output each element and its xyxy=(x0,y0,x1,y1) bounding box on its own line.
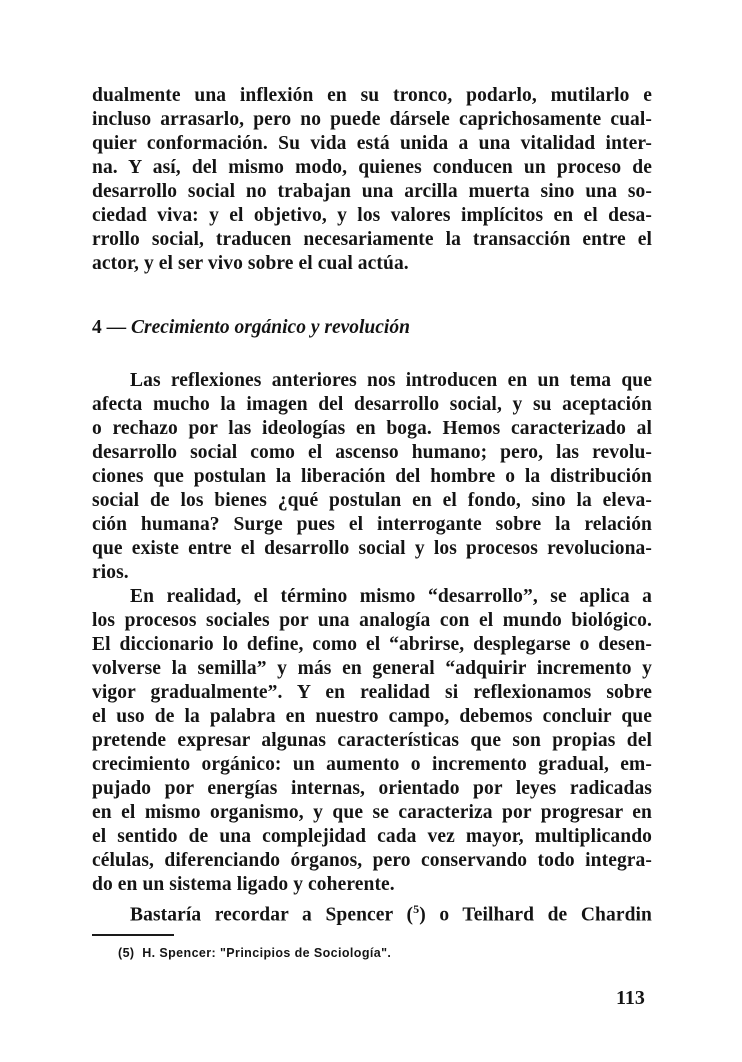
body-line-with-footnote-ref xyxy=(130,897,652,928)
footnote-author: H. Spencer: xyxy=(142,946,217,960)
footnote-divider xyxy=(92,934,174,936)
footnote xyxy=(118,944,391,962)
body-line: el uso de la palabra en nuestro campo, debemos concluir que xyxy=(92,706,652,727)
text-segment: ) o Teilhard de Chardin xyxy=(419,904,652,926)
body-line: incluso arrasarlo, pero no puede dársele caprichosamente cual- xyxy=(92,109,652,130)
section-number: 4 — xyxy=(92,317,127,338)
body-line: do en un sistema ligado y coherente. xyxy=(92,874,395,895)
footnote-reference: 5 xyxy=(413,902,420,916)
body-line: los procesos sociales por una analogía con el mundo biológico. xyxy=(92,610,652,631)
body-line: na. Y así, del mismo modo, quienes conducen un proceso de xyxy=(92,157,652,178)
body-line: el sentido de una complejidad cada vez mayor, multiplicando xyxy=(92,826,652,847)
body-line: en el mismo organismo, y que se caracteriza por progresar en xyxy=(92,802,652,823)
footnote-marker: (5) xyxy=(118,946,135,960)
body-line: vigor gradualmente”. Y en realidad si reflexionamos sobre xyxy=(92,682,652,703)
page-number: 113 xyxy=(616,987,645,1009)
text-segment: Bastaría recordar a Spencer ( xyxy=(130,904,414,926)
body-line: En realidad, el término mismo “desarrollo”, se aplica a xyxy=(130,586,652,607)
body-line: actor, y el ser vivo sobre el cual actúa. xyxy=(92,253,409,274)
footnote-title: "Principios de Sociología". xyxy=(219,946,392,960)
body-line: ción humana? Surge pues el interrogante sobre la relación xyxy=(92,514,652,535)
body-line: quier conformación. Su vida está unida a una vitalidad inter- xyxy=(92,133,652,154)
body-line: Las reflexiones anteriores nos introducen en un tema que xyxy=(130,370,652,391)
body-line: volverse la semilla” y más en general “adquirir incremento y xyxy=(92,658,652,679)
body-line: ciones que postulan la liberación del hombre o la distribución xyxy=(92,466,652,487)
section-heading xyxy=(92,316,410,340)
body-line: que existe entre el desarrollo social y los procesos revoluciona- xyxy=(92,538,652,559)
body-line: pujado por energías internas, orientado por leyes radicadas xyxy=(92,778,652,799)
body-line: crecimiento orgánico: un aumento o incremento gradual, em- xyxy=(92,754,652,775)
body-line: desarrollo social no trabajan una arcilla muerta sino una so- xyxy=(92,181,652,202)
body-line: El diccionario lo define, como el “abrirse, desplegarse o desen- xyxy=(92,634,652,655)
section-title: Crecimiento orgánico y revolución xyxy=(131,317,410,338)
body-line: o rechazo por las ideologías en boga. Hemos caracterizado al xyxy=(92,418,652,439)
body-line: rios. xyxy=(92,562,129,583)
body-line: rrollo social, traducen necesariamente la transacción entre el xyxy=(92,229,652,250)
body-line: social de los bienes ¿qué postulan en el fondo, sino la eleva- xyxy=(92,490,652,511)
body-line: desarrollo social como el ascenso humano; pero, las revolu- xyxy=(92,442,652,463)
body-line: ciedad viva: y el objetivo, y los valores implícitos en el desa- xyxy=(92,205,652,226)
body-line: pretende expresar algunas características que son propias del xyxy=(92,730,652,751)
body-line: afecta mucho la imagen del desarrollo social, y su aceptación xyxy=(92,394,652,415)
body-line: dualmente una inflexión en su tronco, podarlo, mutilarlo e xyxy=(92,85,652,106)
body-line: células, diferenciando órganos, pero conservando todo integra- xyxy=(92,850,652,871)
